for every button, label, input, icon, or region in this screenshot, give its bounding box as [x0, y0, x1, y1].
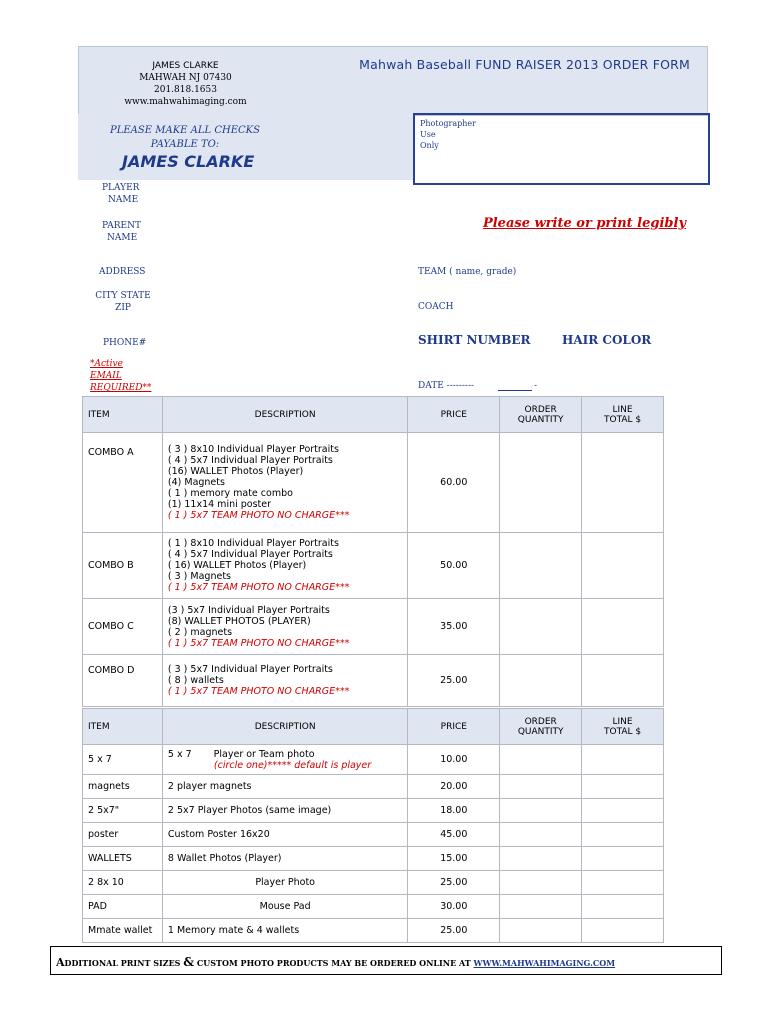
- order-quantity-cell[interactable]: [500, 599, 582, 655]
- payee-name: JAMES CLARKE: [122, 152, 255, 171]
- parent-name-label-1: PARENT: [102, 221, 141, 231]
- header-order-quantity: ORDER QUANTITY: [500, 709, 582, 745]
- item-name: 5 x 7: [83, 745, 163, 775]
- item-row: [83, 871, 664, 895]
- line-total-cell[interactable]: [582, 775, 664, 799]
- sender-phone: 201.818.1653: [154, 85, 217, 95]
- combo-item: COMBO D: [83, 655, 163, 707]
- item-row: [83, 799, 664, 823]
- item-description: 2 player magnets: [162, 775, 408, 799]
- item-name: 2 8x 10: [83, 871, 163, 895]
- website-link[interactable]: WWW.MAHWAHIMAGING.COM: [473, 958, 616, 968]
- order-quantity-cell[interactable]: [500, 775, 582, 799]
- form-title: Mahwah Baseball FUND RAISER 2013 ORDER FORM: [359, 57, 690, 72]
- sender-name: JAMES CLARKE: [152, 61, 219, 71]
- line-total-cell[interactable]: [582, 799, 664, 823]
- sender-city: MAHWAH NJ 07430: [139, 73, 232, 83]
- line-total-cell[interactable]: [582, 533, 664, 599]
- item-name: magnets: [83, 775, 163, 799]
- city-state-label-1: CITY STATE: [95, 291, 151, 301]
- header-price: PRICE: [408, 397, 500, 433]
- header-item: ITEM: [83, 397, 163, 433]
- item-row: [83, 775, 664, 799]
- header-order-quantity: ORDER QUANTITY: [500, 397, 582, 433]
- photographer-line-2: Use: [420, 130, 436, 139]
- email-note-2: EMAIL: [90, 371, 122, 381]
- item-name: Mmate wallet: [83, 919, 163, 943]
- player-name-label-1: PLAYER: [102, 183, 140, 193]
- line-total-cell[interactable]: [582, 433, 664, 533]
- item-description: Player Photo: [162, 871, 408, 895]
- item-name: PAD: [83, 895, 163, 919]
- combo-price: 25.00: [408, 655, 500, 707]
- item-price: 20.00: [408, 775, 500, 799]
- player-name-label-2: NAME: [108, 195, 139, 205]
- city-state-label-2: ZIP: [115, 303, 131, 313]
- email-note-3: REQUIRED**: [90, 383, 152, 393]
- legibly-note: Please write or print legibly: [482, 216, 686, 231]
- combo-row: [83, 655, 664, 707]
- order-quantity-cell[interactable]: [500, 919, 582, 943]
- item-row: [83, 919, 664, 943]
- combo-price: 35.00: [408, 599, 500, 655]
- item-price: 45.00: [408, 823, 500, 847]
- city-state-label: [92, 290, 154, 314]
- item-row: [83, 823, 664, 847]
- combo-description: ( 3 ) 8x10 Individual Player Portraits ( 4 ) 5x7 Individual Player Portraits (16) WALLET Photos (Player) (4) Magnets ( 1 ) memory mate combo (1) 11x14 mini poster ( 1 ) 5x7 TEAM PHOTO NO CHARGE***: [162, 433, 407, 533]
- combo-price: 50.00: [408, 533, 500, 599]
- order-quantity-cell[interactable]: [500, 655, 582, 707]
- item-row: [83, 895, 664, 919]
- item-description: 1 Memory mate & 4 wallets: [162, 919, 408, 943]
- order-quantity-cell[interactable]: [500, 433, 582, 533]
- coach-label: COACH: [418, 302, 454, 312]
- item-description: 5 x 7 Player or Team photo (circle one)***** default is player: [162, 745, 408, 775]
- sender-block: [78, 60, 293, 108]
- photographer-use-label: [420, 118, 476, 151]
- phone-label: PHONE#: [103, 338, 147, 348]
- email-required-note: [90, 358, 151, 394]
- header-item: ITEM: [83, 709, 163, 745]
- header-line-total: LINE TOTAL $: [582, 397, 664, 433]
- shirt-number-label: SHIRT NUMBER: [418, 333, 531, 347]
- payable-line-1: PLEASE MAKE ALL CHECKS: [110, 125, 260, 136]
- item-description: Mouse Pad: [162, 895, 408, 919]
- item-price: 25.00: [408, 919, 500, 943]
- order-quantity-cell[interactable]: [500, 799, 582, 823]
- date-end: -: [534, 381, 538, 391]
- line-total-cell[interactable]: [582, 871, 664, 895]
- combo-item: COMBO B: [83, 533, 163, 599]
- header-description: DESCRIPTION: [162, 709, 408, 745]
- photographer-line-3: Only: [420, 141, 439, 150]
- items-header-row: [83, 709, 664, 745]
- order-quantity-cell[interactable]: [500, 823, 582, 847]
- combo-row: [83, 533, 664, 599]
- item-row: [83, 745, 664, 775]
- item-price: 25.00: [408, 871, 500, 895]
- item-price: 15.00: [408, 847, 500, 871]
- line-total-cell[interactable]: [582, 599, 664, 655]
- combo-description: ( 3 ) 5x7 Individual Player Portraits ( 8 ) wallets ( 1 ) 5x7 TEAM PHOTO NO CHARGE***: [162, 655, 407, 707]
- line-total-cell[interactable]: [582, 847, 664, 871]
- item-description: 8 Wallet Photos (Player): [162, 847, 408, 871]
- player-name-label: [102, 182, 139, 206]
- item-price: 10.00: [408, 745, 500, 775]
- combo-header-row: [83, 397, 664, 433]
- item-price: 18.00: [408, 799, 500, 823]
- parent-name-label: [102, 220, 141, 244]
- order-quantity-cell[interactable]: [500, 871, 582, 895]
- date-label: DATE ---------: [418, 381, 475, 391]
- items-table: [82, 708, 664, 943]
- date-underline: [498, 390, 532, 391]
- line-total-cell[interactable]: [582, 655, 664, 707]
- combo-item: COMBO C: [83, 599, 163, 655]
- item-name: poster: [83, 823, 163, 847]
- order-quantity-cell[interactable]: [500, 847, 582, 871]
- line-total-cell[interactable]: [582, 895, 664, 919]
- order-quantity-cell[interactable]: [500, 533, 582, 599]
- line-total-cell[interactable]: [582, 919, 664, 943]
- header-line-total: LINE TOTAL $: [582, 709, 664, 745]
- combo-item: COMBO A: [83, 433, 163, 533]
- item-description: Custom Poster 16x20: [162, 823, 408, 847]
- line-total-cell[interactable]: [582, 823, 664, 847]
- combo-description: ( 1 ) 8x10 Individual Player Portraits ( 4 ) 5x7 Individual Player Portraits ( 16) WALLET Photos (Player) ( 3 ) Magnets ( 1 ) 5x7 TEAM PHOTO NO CHARGE***: [162, 533, 407, 599]
- email-note-1: *Active: [90, 359, 123, 369]
- item-price: 30.00: [408, 895, 500, 919]
- item-row: [83, 847, 664, 871]
- item-name: 2 5x7": [83, 799, 163, 823]
- combo-table: [82, 396, 664, 707]
- team-label: TEAM ( name, grade): [418, 267, 517, 277]
- combo-row: [83, 599, 664, 655]
- order-quantity-cell[interactable]: [500, 745, 582, 775]
- item-name: WALLETS: [83, 847, 163, 871]
- header-description: DESCRIPTION: [162, 397, 407, 433]
- sender-website: www.mahwahimaging.com: [124, 97, 247, 107]
- photographer-line-1: Photographer: [420, 119, 476, 128]
- hair-color-label: HAIR COLOR: [562, 333, 652, 347]
- parent-name-label-2: NAME: [107, 233, 138, 243]
- header-price: PRICE: [408, 709, 500, 745]
- item-description: 2 5x7 Player Photos (same image): [162, 799, 408, 823]
- payable-line-2: PAYABLE TO:: [150, 139, 220, 150]
- combo-description: (3 ) 5x7 Individual Player Portraits (8) WALLET PHOTOS (PLAYER) ( 2 ) magnets ( 1 ) 5x7 TEAM PHOTO NO CHARGE***: [162, 599, 407, 655]
- footer-text: ADDITIONAL PRINT SIZES & CUSTOM PHOTO PRODUCTS MAY BE ORDERED ONLINE AT WWW.MAHWAHIMAGING.COM: [56, 955, 616, 969]
- address-label: ADDRESS: [99, 267, 146, 277]
- payable-text: [105, 124, 265, 152]
- order-quantity-cell[interactable]: [500, 895, 582, 919]
- line-total-cell[interactable]: [582, 745, 664, 775]
- combo-price: 60.00: [408, 433, 500, 533]
- combo-row: [83, 433, 664, 533]
